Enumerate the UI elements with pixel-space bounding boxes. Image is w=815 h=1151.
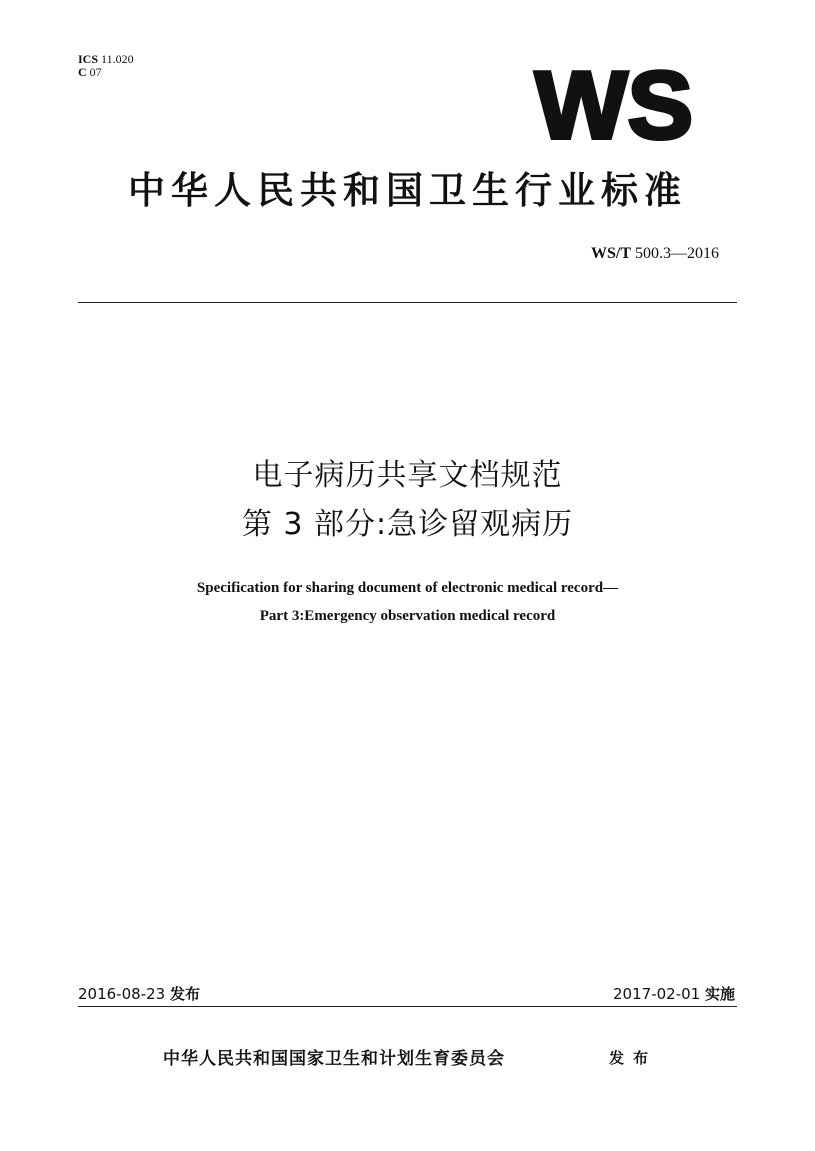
issuer-name: 中华人民共和国国家卫生和计划生育委员会 (163, 1049, 505, 1069)
classification-codes (78, 53, 134, 79)
title-en-line1: Specification for sharing document of electronic medical record— (196, 580, 619, 596)
standard-code-number: 500.3—2016 (635, 245, 719, 262)
class-label: C (78, 65, 87, 79)
ics-label: ICS (78, 52, 99, 66)
ws-logo (532, 62, 696, 142)
standard-code (591, 245, 719, 263)
class-code (78, 66, 134, 79)
issuer-action: 发布 (609, 1049, 658, 1067)
title-en-line2: Part 3:Emergency observation medical record (259, 608, 556, 624)
issue-date-label: 发布 (169, 985, 200, 1003)
issue-date (78, 983, 200, 1004)
standard-code-prefix: WS/T (590, 245, 631, 262)
ics-value: 11.020 (101, 52, 134, 66)
ws-logo-text: WS (535, 62, 693, 142)
title-cn-line2: 第 3 部分:急诊留观病历 (241, 507, 574, 542)
effective-date-label: 实施 (704, 985, 735, 1003)
issue-date-value: 2016-08-23 (78, 985, 166, 1003)
bottom-divider (78, 1006, 737, 1007)
ws-logo-graphic (532, 62, 696, 142)
class-value: 07 (89, 65, 102, 79)
effective-date-value: 2017-02-01 (613, 985, 701, 1003)
standard-category-title: 中华人民共和国卫生行业标准 (128, 169, 687, 212)
effective-date (613, 983, 735, 1004)
title-cn-line1: 电子病历共享文档规范 (252, 458, 563, 493)
top-divider (78, 302, 737, 303)
